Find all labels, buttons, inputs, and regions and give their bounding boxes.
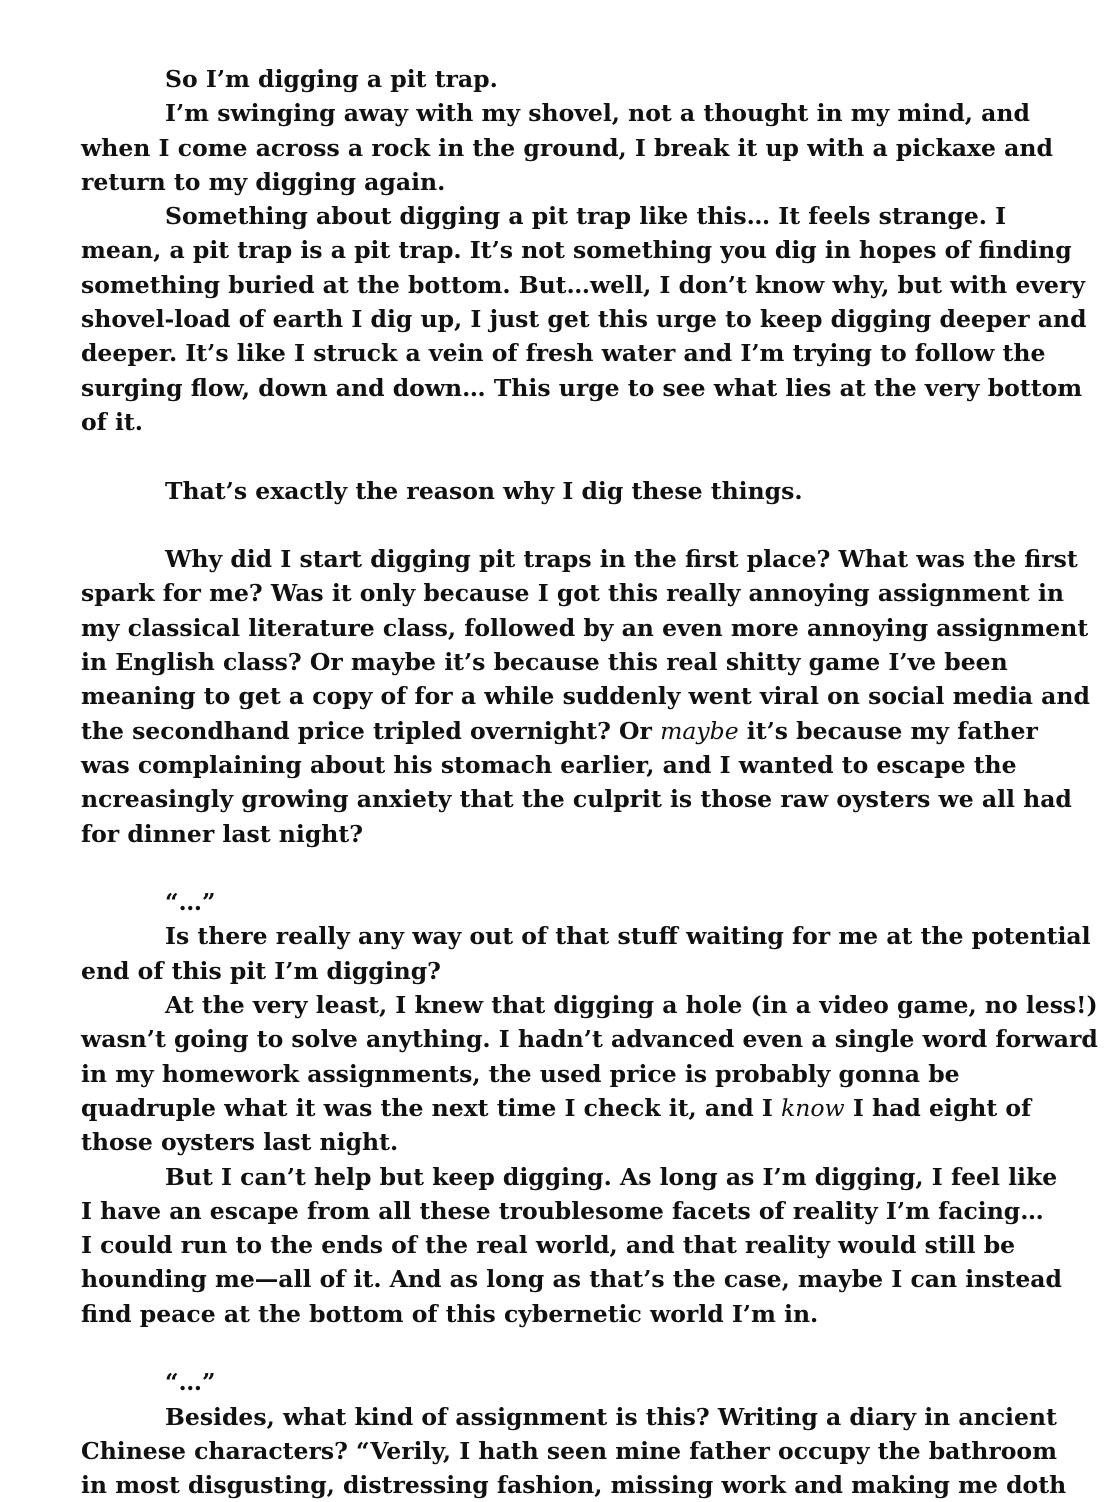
text-line: for dinner last night? [81,819,363,848]
text-line: spark for me? Was it only because I got this really annoying assignment in [81,579,1064,608]
text-line: Something about digging a pit trap like this… It feels strange. I [165,202,1007,231]
text-line: Chinese characters? “Verily, I hath seen mine father occupy the bathroom [81,1436,1057,1465]
paragraph [81,474,1021,508]
text-line: At the very least, I knew that digging a hole (in a video game, no less!) [165,991,1098,1020]
text-line: But I can’t help but keep digging. As long as I’m digging, I feel like [165,1162,1058,1191]
italic-emphasis: maybe [660,716,739,745]
text-line: I could run to the ends of the real world, and that reality would still be [81,1231,1016,1260]
paragraph-gap [81,1331,1021,1365]
text-line: I’m swinging away with my shovel, not a thought in my mind, and [165,99,1030,128]
text-line: end of this pit I’m digging? [81,956,441,985]
text-segment: it’s because my father [738,716,1038,745]
paragraph [81,1365,1021,1399]
text-line [81,1091,1032,1125]
text-line: shovel-load of earth I dig up, I just get this urge to keep digging deeper and [81,305,1087,334]
text-segment: I had eight of [844,1093,1032,1122]
text-line: Is there really any way out of that stuff waiting for me at the potential [165,922,1091,951]
text-line: “…” [165,1368,216,1397]
text-line: So I’m digging a pit trap. [165,65,498,93]
text-line: “…” [165,888,216,917]
italic-emphasis: know [781,1093,845,1122]
paragraph [81,919,1091,953]
text-line: That’s exactly the reason why I dig these things. [165,476,803,505]
text-line: my classical literature class, followed by an even more annoying assignment [81,613,1089,642]
text-line: was complaining about his stomach earlier, and I wanted to escape the [81,750,1017,779]
text-line: I have an escape from all these troublesome facets of reality I’m facing… [81,1196,1044,1225]
text-line: Besides, what kind of assignment is this? Writing a diary in ancient [165,1402,1057,1431]
text-line: something buried at the bottom. But…well, I don’t know why, but with every [81,270,1085,299]
text-line: wasn’t going to solve anything. I hadn’t advanced even a single word forward [81,1025,1098,1054]
paragraph-gap [81,851,1021,885]
text-segment: quadruple what it was the next time I check it, and I [81,1093,782,1122]
text-line: hounding me—all of it. And as long as that’s the case, maybe I can instead [81,1265,1062,1294]
paragraph [81,885,1021,919]
text-line: of it. [81,407,143,436]
paragraph-gap [81,439,1021,473]
paragraph [81,1400,1057,1434]
paragraph [81,62,1021,96]
text-line: in most disgusting, distressing fashion, missing work and making me doth [81,1471,1067,1500]
paragraph [81,96,1030,130]
text-line: those oysters last night. [81,1128,399,1157]
paragraph [81,1160,1058,1194]
text-line: surging flow, down and down… This urge to see what lies at the very bottom [81,373,1083,402]
text-line: meaning to get a copy of for a while suddenly went viral on social media and [81,682,1090,711]
text-line: mean, a pit trap is a pit trap. It’s not something you dig in hopes of finding [81,236,1072,265]
paragraph [81,988,1098,1022]
text-line: in English class? Or maybe it’s because this real shitty game I’ve been [81,648,1008,677]
text-line: when I come across a rock in the ground, I break it up with a pickaxe and [81,133,1053,162]
text-line [81,714,1038,748]
paragraph [81,199,1021,233]
text-line: Why did I start digging pit traps in the first place? What was the first [165,545,1078,574]
text-line: in my homework assignments, the used price is probably gonna be [81,1059,960,1088]
text-segment: the secondhand price tripled overnight? Or [81,716,661,745]
text-line: ncreasingly growing anxiety that the culprit is those raw oysters we all had [81,785,1072,814]
text-line: find peace at the bottom of this cybernetic world I’m in. [81,1299,819,1328]
text-line: return to my digging again. [81,167,446,196]
text-line: deeper. It’s like I struck a vein of fresh water and I’m trying to follow the [81,339,1046,368]
document-page [81,62,1098,1502]
paragraph-gap [81,508,1021,542]
paragraph [81,542,1078,576]
